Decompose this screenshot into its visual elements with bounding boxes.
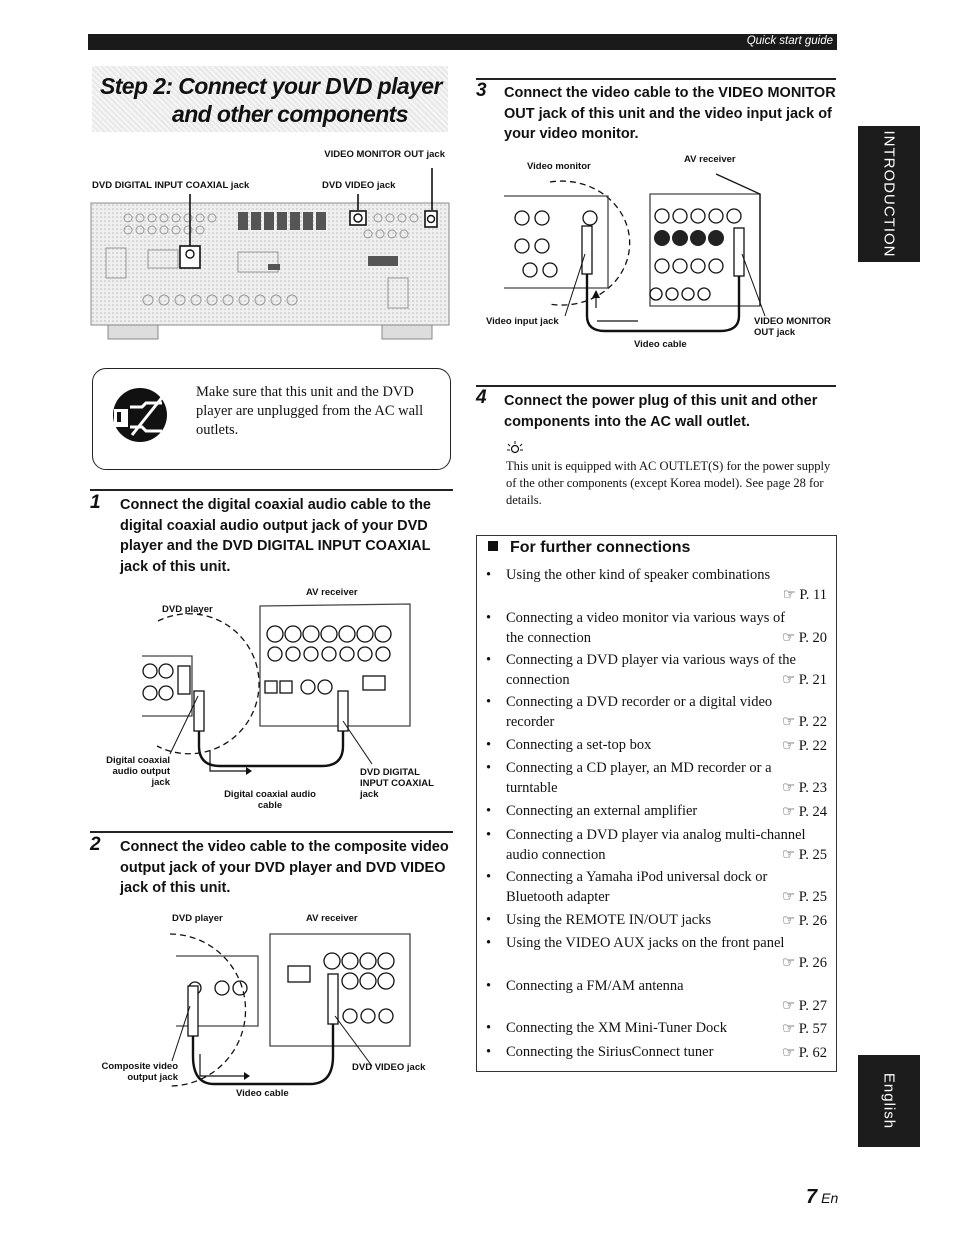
fig1-dvd-player-label: DVD player (162, 604, 213, 615)
receiver-rear-panel-figure (88, 168, 454, 344)
page-ref: ☞ P. 22 (782, 737, 827, 754)
list-item-text: Using the VIDEO AUX jacks on the front panel (506, 935, 785, 951)
step2-number: 2 (90, 834, 101, 855)
list-item: • Connecting the XM Mini-Tuner Dock ☞ P. 57 (486, 1019, 829, 1039)
square-bullet-icon (488, 541, 498, 551)
tab-english-label: English (880, 1072, 898, 1130)
list-item-text: Connecting the SiriusConnect tuner (506, 1044, 714, 1060)
page-ref: ☞ P. 23 (782, 779, 827, 796)
list-item: • Using the VIDEO AUX jacks on the front panel ☞ P. 26 (486, 934, 829, 973)
list-item-text: Connecting a set-top box (506, 737, 652, 753)
fig2-av-receiver-label: AV receiver (306, 913, 358, 924)
step4-rule (476, 385, 836, 387)
step2-rule (90, 831, 453, 833)
list-item-text: Connecting a CD player, an MD recorder or a turntable (506, 760, 772, 796)
tip-text: This unit is equipped with AC OUTLET(S) for the power supply of the other components (except Korea model). See page 28 for details. (506, 459, 831, 507)
list-item: • Connecting a set-top box ☞ P. 22 (486, 736, 829, 756)
step4-number: 4 (476, 387, 487, 408)
list-item: • Connecting a FM/AM antenna ☞ P. 27 (486, 977, 829, 1016)
tab-english[interactable] (858, 1055, 920, 1147)
header-bar (88, 34, 837, 50)
page-ref: ☞ P. 25 (782, 846, 827, 863)
title-line-1: Step 2: Connect your DVD player (100, 73, 442, 99)
page-ref: ☞ P. 26 (782, 912, 827, 929)
list-item: • Connecting the SiriusConnect tuner ☞ P. 62 (486, 1043, 829, 1063)
step3-number: 3 (476, 80, 487, 101)
page-ref: ☞ P. 27 (782, 997, 827, 1014)
step4-heading: Connect the power plug of this unit and other components into the AC wall outlet. (504, 393, 818, 430)
list-item-text: Connecting a Yamaha iPod universal dock or Bluetooth adapter (506, 869, 768, 905)
further-connections-title (488, 539, 690, 557)
page-ref: ☞ P. 22 (782, 713, 827, 730)
fig3-cable-label: Video cable (634, 339, 687, 350)
title-line-2: and other components (172, 101, 408, 127)
list-item-text: Using the other kind of speaker combinations (506, 567, 771, 583)
label-video-monitor-out-jack: VIDEO MONITOR OUT jack (324, 149, 445, 160)
page-ref: ☞ P. 57 (782, 1020, 827, 1037)
list-item: • Connecting a DVD player via analog multi-channel audio connection ☞ P. 25 (486, 826, 829, 865)
fig3-video-monitor-out-label: VIDEO MONITOR OUT jack (754, 316, 831, 338)
fig1-dvd-coax-jack-label: DVD DIGITAL INPUT COAXIAL jack (360, 767, 434, 800)
header-label: Quick start guide (746, 35, 833, 47)
list-item-text: Connecting a DVD recorder or a digital video recorder (506, 694, 773, 730)
fig3-av-receiver-label: AV receiver (684, 154, 736, 165)
page-ref: ☞ P. 25 (782, 888, 827, 905)
list-item-text: Connecting a DVD player via various ways of the connection (506, 652, 796, 688)
list-item: • Using the REMOTE IN/OUT jacks ☞ P. 26 (486, 911, 829, 931)
label-dvd-video-jack: DVD VIDEO jack (322, 180, 396, 191)
list-item-text: Using the REMOTE IN/OUT jacks (506, 912, 712, 928)
list-item-text: Connecting the XM Mini-Tuner Dock (506, 1020, 727, 1036)
list-item: • Connecting a DVD recorder or a digital video recorder ☞ P. 22 (486, 693, 829, 732)
step1-number: 1 (90, 492, 101, 513)
page-ref: ☞ P. 26 (782, 954, 827, 971)
page-ref: ☞ P. 21 (782, 671, 827, 688)
list-item-text: Connecting a video monitor via various ways of the connection (506, 610, 786, 646)
list-item: • Connecting a DVD player via various ways of the connection ☞ P. 21 (486, 651, 829, 690)
label-dvd-digital-coax-jack: DVD DIGITAL INPUT COAXIAL jack (92, 180, 250, 191)
page-number-value: 7 (806, 1186, 818, 1208)
list-item-text: Connecting an external amplifier (506, 803, 698, 819)
page-number-suffix: En (821, 1190, 839, 1206)
page-title (92, 66, 448, 132)
list-item: • Connecting a video monitor via various ways of the connection ☞ P. 20 (486, 609, 829, 648)
step1-rule (90, 489, 453, 491)
step1-heading: Connect the digital coaxial audio cable to the digital coaxial audio output jack of your DVD player and the DVD DIGITAL INPUT COAXIAL jack of this unit. (120, 497, 431, 575)
list-item: • Connecting a CD player, an MD recorder or a turntable ☞ P. 23 (486, 759, 829, 798)
page-ref: ☞ P. 62 (782, 1044, 827, 1061)
warning-text: Make sure that this unit and the DVD player are unplugged from the AC wall outlets. (196, 384, 424, 438)
tab-introduction-label: INTRODUCTION (880, 130, 898, 258)
fig2-dvd-player-label: DVD player (172, 913, 223, 924)
list-item-text: Connecting a DVD player via analog multi-channel audio connection (506, 827, 806, 863)
fig1-cable-label: Digital coaxial audio cable (224, 789, 316, 811)
further-connections-title-text: For further connections (510, 539, 691, 556)
list-item-text: Connecting a FM/AM antenna (506, 978, 684, 994)
tip-lightbulb-icon (506, 440, 524, 456)
step3-rule (476, 78, 836, 80)
fig2-cable-label: Video cable (236, 1088, 289, 1099)
fig3-video-monitor-label: Video monitor (527, 161, 591, 172)
fig1-av-receiver-label: AV receiver (306, 587, 358, 598)
fig1-coax-output-label: Digital coaxial audio output jack (106, 755, 170, 788)
page-ref: ☞ P. 20 (782, 629, 827, 646)
page-number (806, 1186, 838, 1209)
unplug-icon (112, 387, 168, 443)
list-item: • Using the other kind of speaker combinations ☞ P. 11 (486, 566, 829, 605)
page-ref: ☞ P. 24 (782, 803, 827, 820)
step2-heading: Connect the video cable to the composite video output jack of your DVD player and DVD VIDEO jack of this unit. (120, 839, 449, 896)
fig2-composite-output-label: Composite video output jack (101, 1061, 178, 1083)
fig2-dvd-video-jack-label: DVD VIDEO jack (352, 1062, 426, 1073)
step3-heading: Connect the video cable to the VIDEO MONITOR OUT jack of this unit and the video input jack of your video monitor. (504, 85, 836, 142)
page-ref: ☞ P. 11 (782, 586, 827, 603)
list-item: • Connecting an external amplifier ☞ P. 24 (486, 802, 829, 822)
tab-introduction[interactable] (858, 126, 920, 262)
fig3-video-input-label: Video input jack (486, 316, 559, 327)
fig3-connection-diagram (490, 166, 790, 341)
list-item: • Connecting a Yamaha iPod universal dock or Bluetooth adapter ☞ P. 25 (486, 868, 829, 907)
